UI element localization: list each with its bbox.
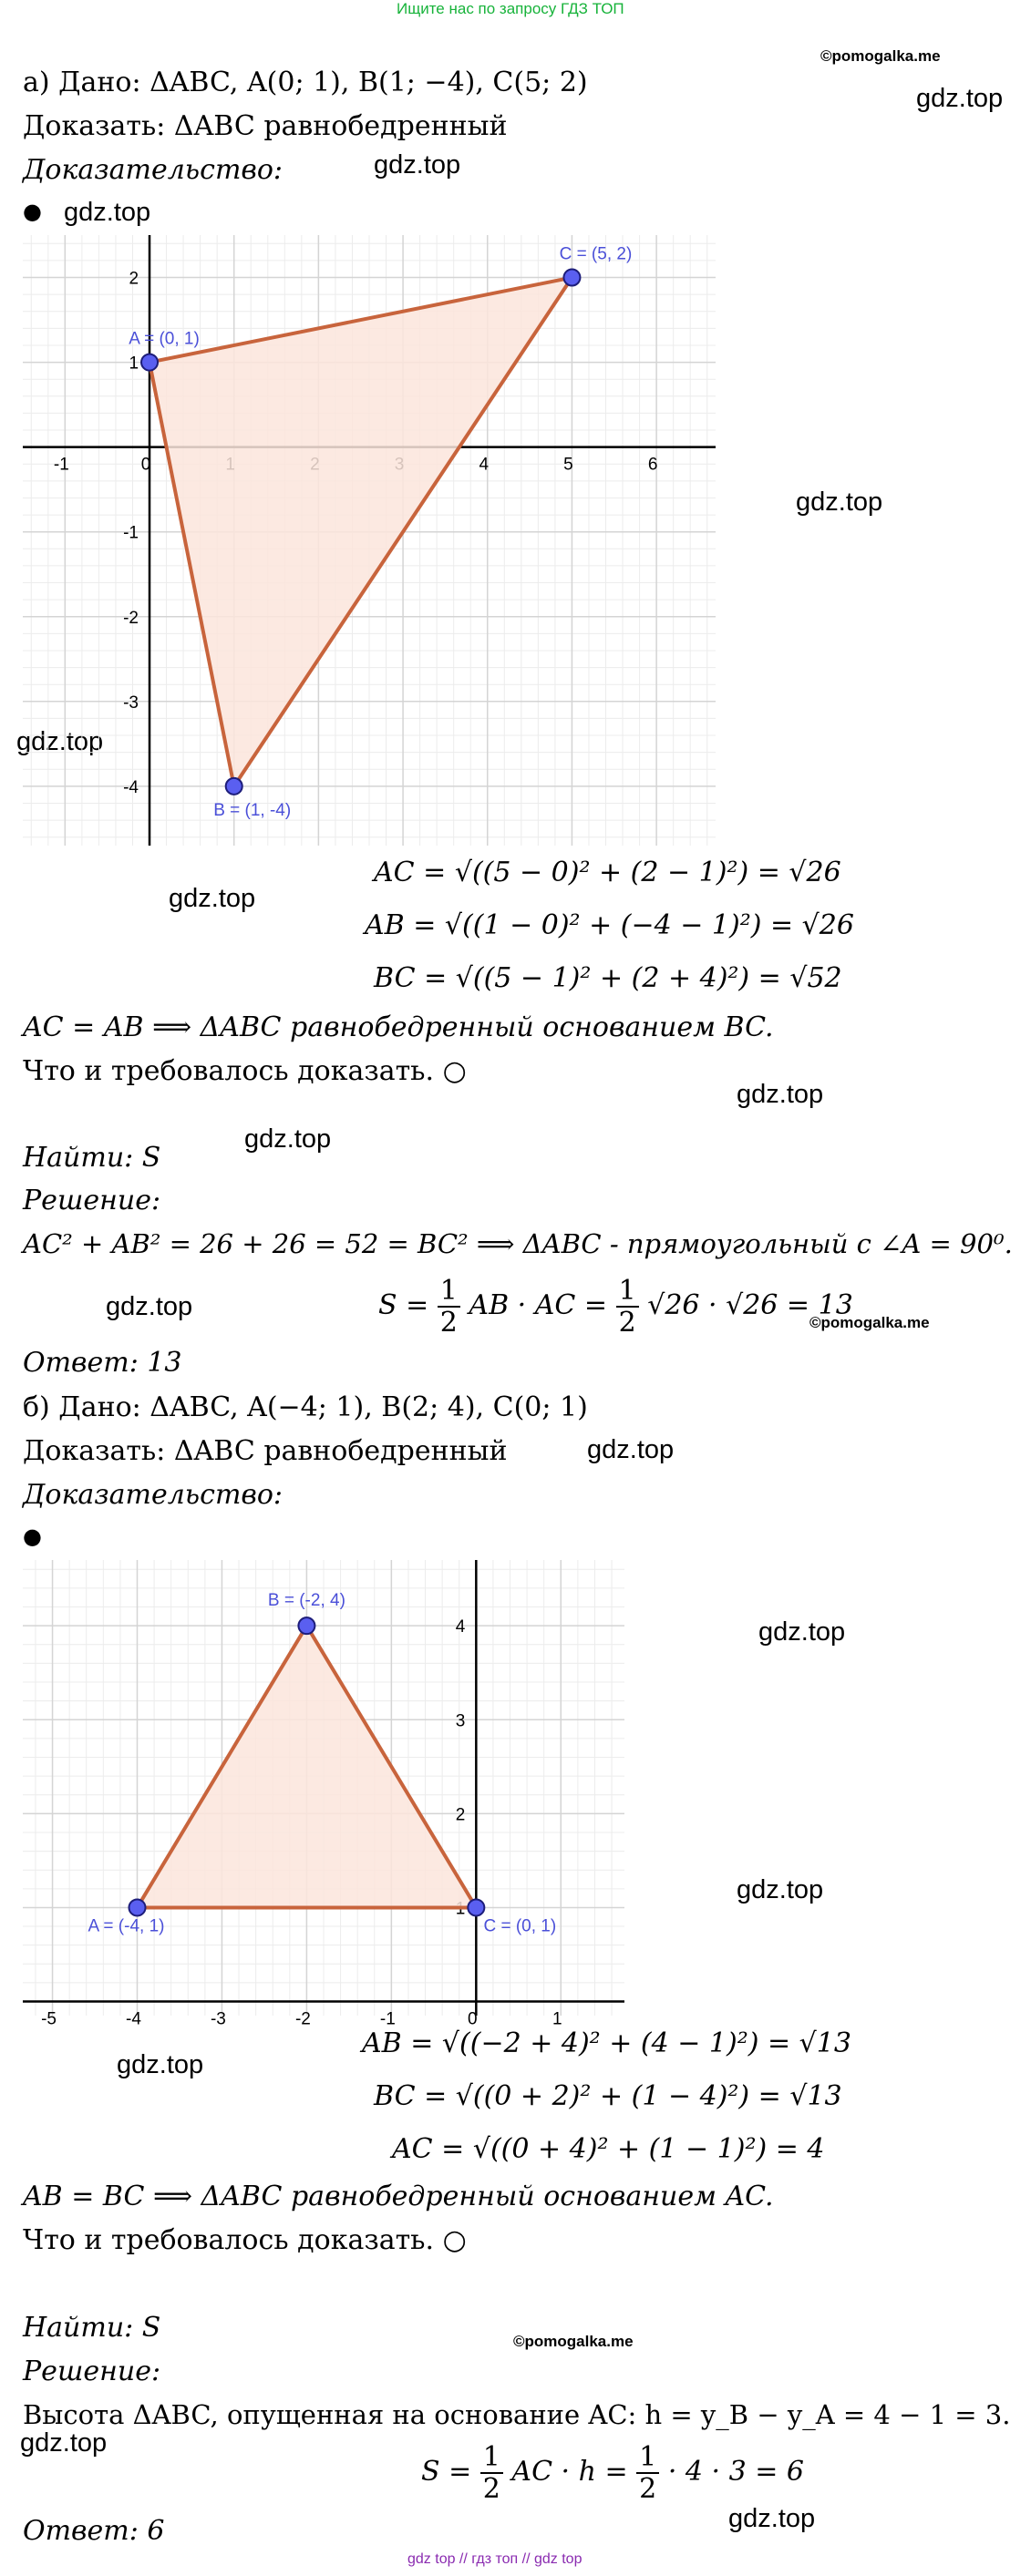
- x-tick-label: 6: [647, 455, 658, 475]
- gdz-watermark: gdz.top: [106, 1292, 193, 1321]
- point-label-c: C = (0, 1): [483, 1916, 557, 1936]
- x-tick-label: -1: [53, 455, 69, 475]
- bullet: ●: [23, 1524, 42, 1549]
- point-c: [468, 1899, 484, 1915]
- gdz-watermark: gdz.top: [796, 487, 883, 517]
- formula-ab-b: AB = √((−2 + 4)² + (4 − 1)²) = √13: [362, 2027, 851, 2059]
- gdz-watermark: gdz.top: [587, 1435, 675, 1464]
- gdz-watermark: gdz.top: [117, 2050, 204, 2079]
- part-a-right-angle: AC² + AB² = 26 + 26 = 52 = BC² ⟹ ΔABC - прямоугольный с ∠A = 90⁰.: [23, 1228, 1013, 1259]
- point-a: [141, 354, 158, 371]
- gdz-watermark: gdz.top: [16, 727, 104, 756]
- point-label-b: B = (-2, 4): [267, 1591, 345, 1611]
- y-tick-label: 2: [455, 1805, 466, 1825]
- point-b: [226, 778, 242, 795]
- point-a: [129, 1899, 145, 1915]
- point-b: [298, 1617, 314, 1634]
- x-tick-label: -2: [294, 2009, 311, 2029]
- gdz-watermark: gdz.top: [758, 1617, 846, 1647]
- part-b-find: Найти: S: [23, 2312, 161, 2344]
- gdz-watermark: gdz.top: [244, 1124, 332, 1154]
- bottom-banner[interactable]: gdz top // гдз топ // gdz top: [407, 2551, 583, 2567]
- part-a-qed: Что и требовалось доказать. ○: [23, 1055, 467, 1087]
- part-a-given: а) Дано: ΔABC, A(0; 1), B(1; −4), C(5; 2): [23, 67, 588, 98]
- part-b-answer: Ответ: 6: [23, 2515, 165, 2547]
- point-label-a: A = (-4, 1): [88, 1916, 165, 1936]
- x-tick-label: 0: [140, 455, 151, 475]
- point-label-a: A = (0, 1): [129, 329, 200, 349]
- part-a-find: Найти: S: [23, 1142, 161, 1174]
- top-banner[interactable]: Ищите нас по запросу ГДЗ ТОП: [397, 0, 624, 17]
- formula-ab: AB = √((1 − 0)² + (−4 − 1)²) = √26: [365, 909, 854, 941]
- formula-bc: BC = √((5 − 1)² + (2 + 4)²) = √52: [374, 962, 842, 994]
- y-tick-label: -2: [123, 608, 139, 628]
- part-a-proof-heading: Доказательство:: [23, 154, 284, 186]
- site-watermark: ©pomogalka.me: [820, 47, 941, 65]
- triangle-plot-a: [23, 235, 716, 846]
- y-tick-label: 3: [455, 1711, 466, 1731]
- y-tick-label: 4: [455, 1617, 466, 1637]
- point-c: [563, 270, 580, 286]
- gdz-watermark: gdz.top: [169, 884, 256, 913]
- gdz-watermark: gdz.top: [374, 150, 461, 180]
- part-b-proof-heading: Доказательство:: [23, 1479, 284, 1511]
- part-a-solution: Решение:: [23, 1185, 161, 1216]
- part-a-area-formula: S = $\frac{1}{2}$ AB · AC = $\frac{1}{2}$ √26 · √26 = 13: [378, 1275, 853, 1339]
- gdz-watermark: gdz.top: [737, 1875, 824, 1904]
- site-watermark: ©pomogalka.me: [513, 2333, 634, 2350]
- part-b-given: б) Дано: ΔABC, A(−4; 1), B(2; 4), C(0; 1): [23, 1391, 588, 1423]
- x-tick-label: 5: [563, 455, 573, 475]
- point-label-c: C = (5, 2): [559, 244, 633, 264]
- gdz-watermark: gdz.top: [20, 2428, 108, 2458]
- gdz-watermark: gdz.top: [64, 198, 151, 227]
- gdz-watermark: gdz.top: [737, 1080, 824, 1109]
- x-tick-label: -1: [379, 2009, 396, 2029]
- formula-bc-b: BC = √((0 + 2)² + (1 − 4)²) = √13: [374, 2080, 842, 2112]
- part-a-conclusion: AC = AB ⟹ ΔABC равнобедренный основанием BC.: [23, 1011, 774, 1043]
- x-tick-label: -3: [210, 2009, 226, 2029]
- part-b-solution: Решение:: [23, 2355, 161, 2387]
- part-a-answer: Ответ: 13: [23, 1347, 182, 1379]
- bullet: ●: [23, 199, 42, 224]
- part-b-height: Высота ΔABC, опущенная на основание AC: h = y_B − y_A = 4 − 1 = 3.: [23, 2399, 1011, 2430]
- triangle-plot-b: [23, 1560, 624, 2029]
- y-tick-label: 2: [129, 269, 139, 289]
- part-b-prove: Доказать: ΔABC равнобедренный: [23, 1435, 508, 1467]
- site-watermark: ©pomogalka.me: [809, 1314, 930, 1331]
- part-b-conclusion: AB = BC ⟹ ΔABC равнобедренный основанием AC.: [23, 2181, 774, 2212]
- part-b-area-formula: S = $\frac{1}{2}$ AC · h = $\frac{1}{2}$ · 4 · 3 = 6: [421, 2441, 804, 2505]
- y-tick-label: 1: [129, 354, 139, 374]
- gdz-watermark: gdz.top: [728, 2504, 816, 2533]
- x-tick-label: -5: [41, 2009, 57, 2029]
- x-tick-label: 0: [468, 2009, 478, 2029]
- y-tick-label: -3: [123, 693, 139, 713]
- x-tick-label: 1: [552, 2009, 562, 2029]
- part-b-qed: Что и требовалось доказать. ○: [23, 2224, 467, 2256]
- part-a-prove: Доказать: ΔABC равнобедренный: [23, 110, 508, 142]
- x-tick-label: 4: [479, 455, 490, 475]
- formula-ac: AC = √((5 − 0)² + (2 − 1)²) = √26: [374, 857, 841, 888]
- point-label-b: B = (1, -4): [213, 800, 292, 820]
- x-tick-label: -4: [126, 2009, 141, 2029]
- gdz-watermark: gdz.top: [916, 84, 1004, 113]
- y-tick-label: -1: [123, 523, 139, 543]
- formula-ac-b: AC = √((0 + 4)² + (1 − 1)²) = 4: [392, 2133, 825, 2165]
- y-tick-label: -4: [123, 777, 139, 797]
